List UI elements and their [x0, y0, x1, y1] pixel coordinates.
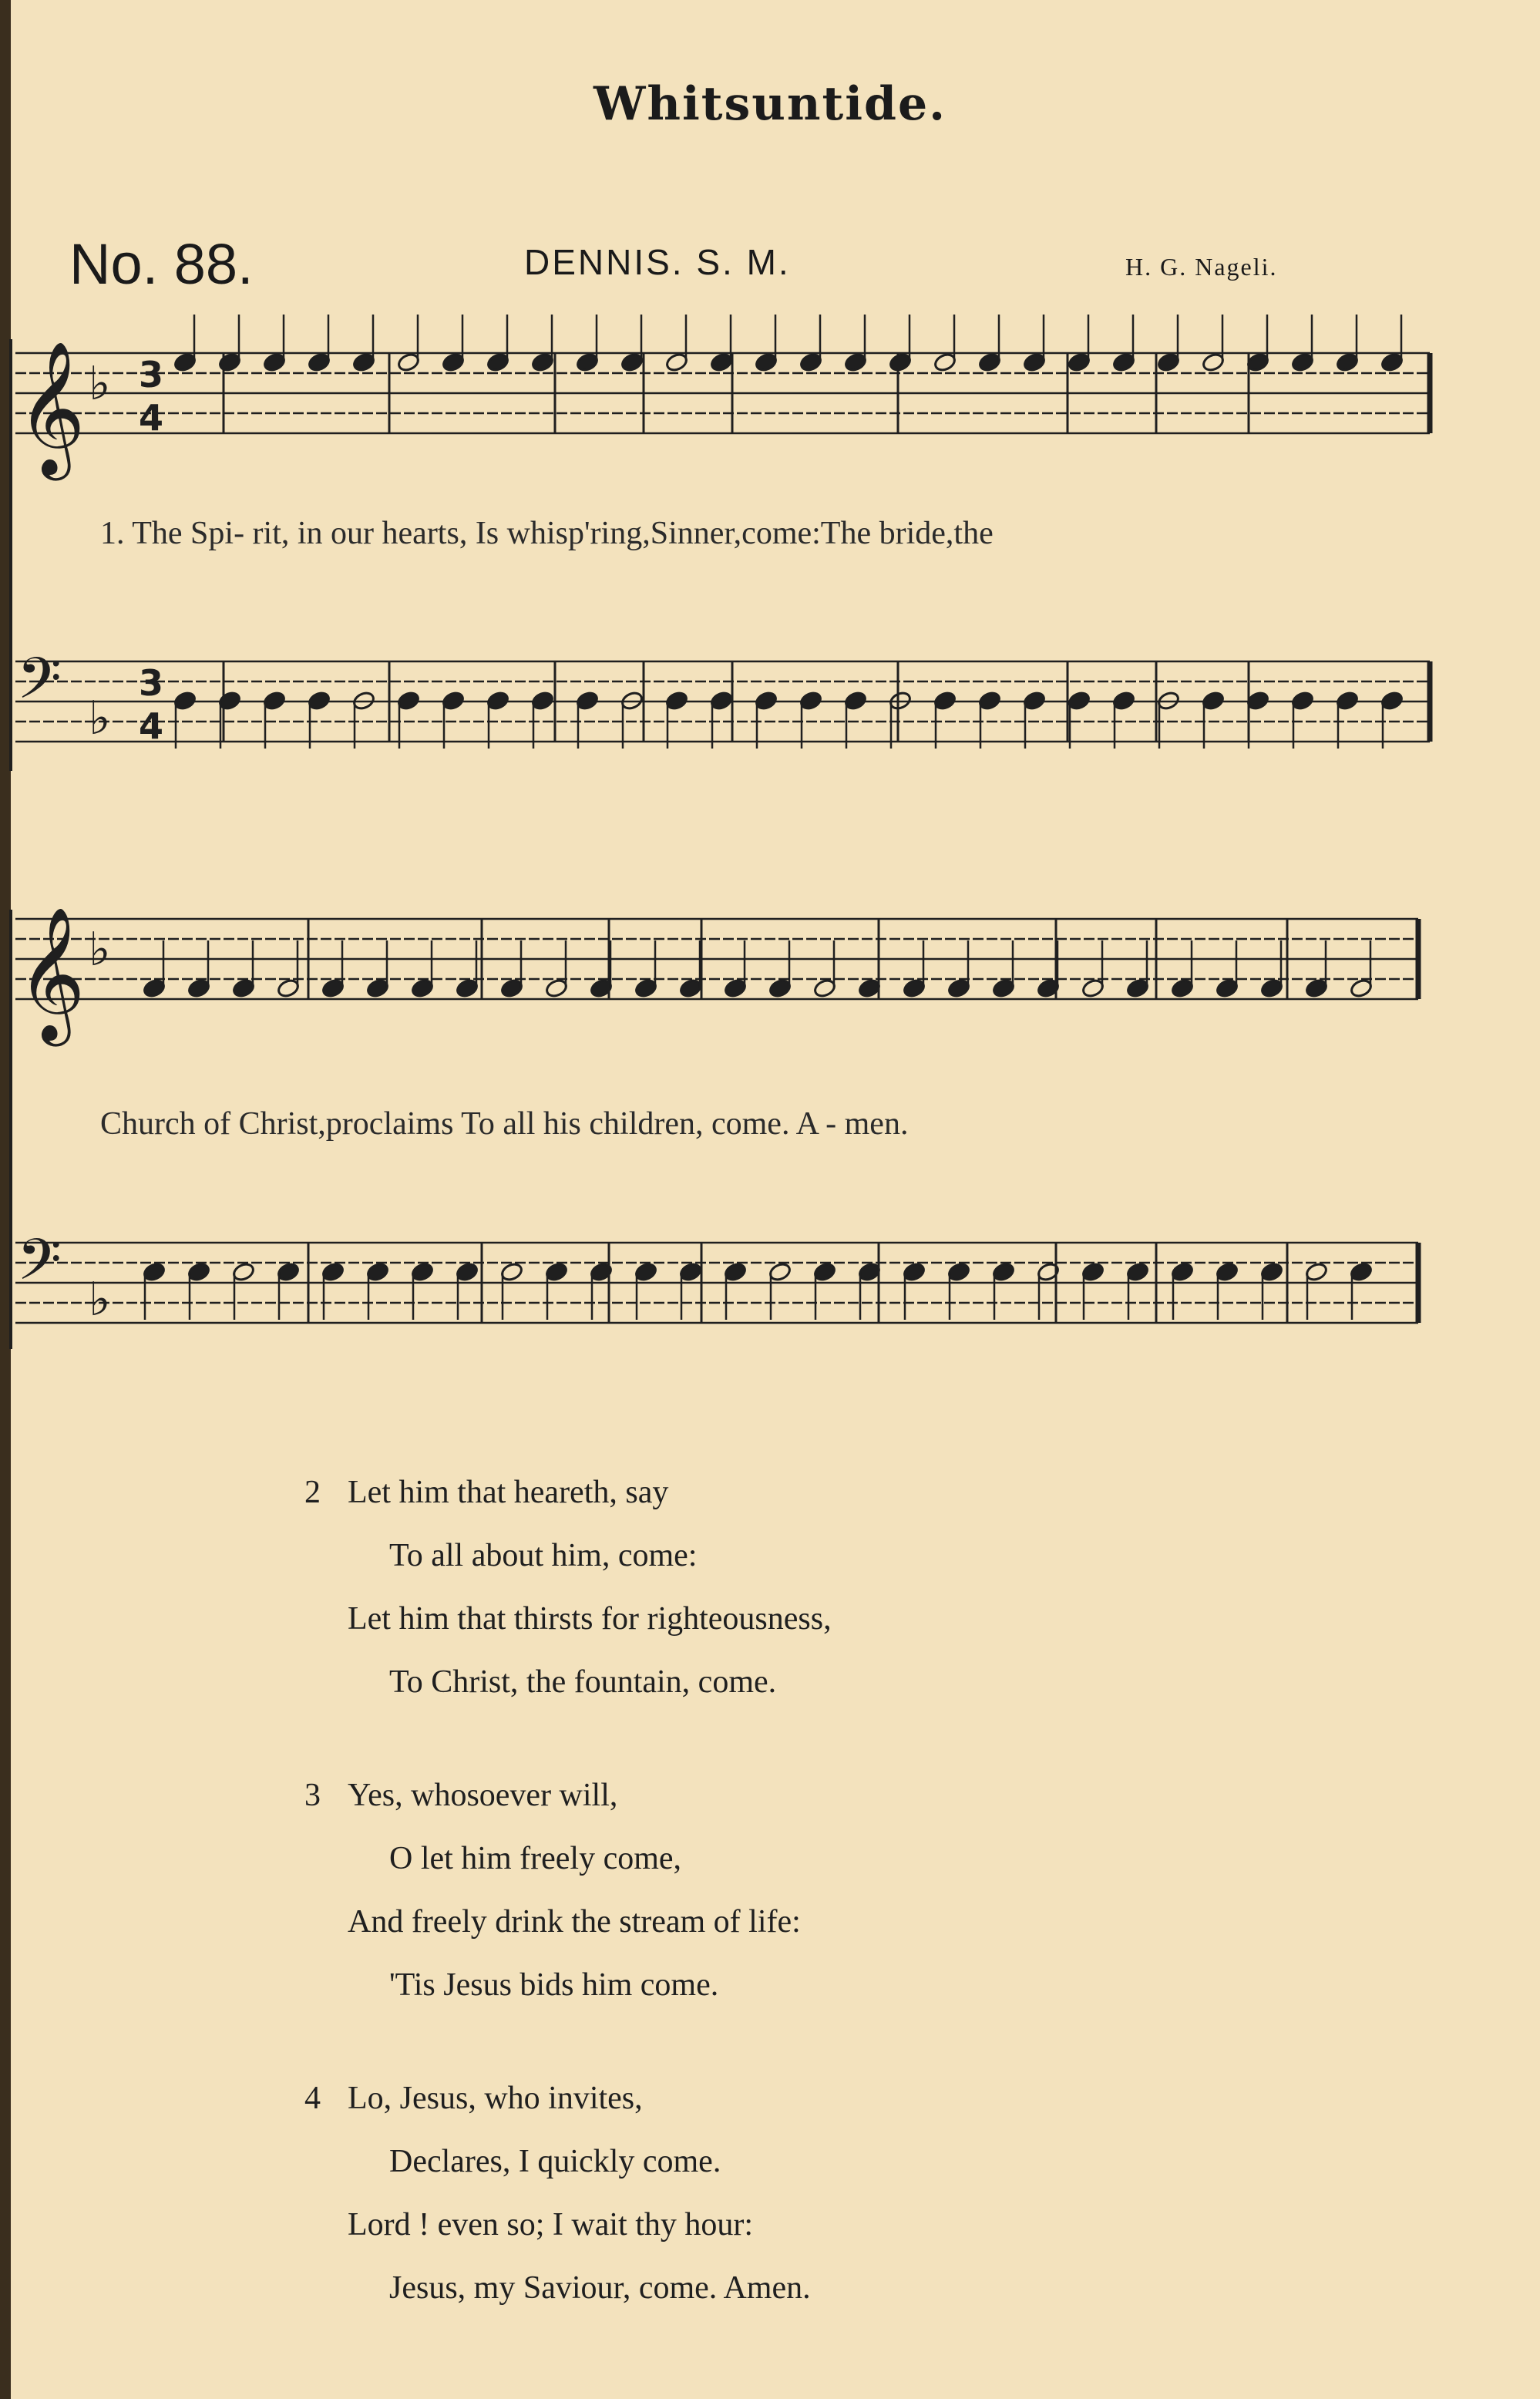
treble-clef: 𝄞 — [17, 341, 86, 475]
verse-3 — [304, 1764, 832, 2017]
flat-key-signature: ♭ — [89, 1273, 111, 1327]
composer-credit: H. G. Nageli. — [1125, 253, 1278, 281]
verse-line: To Christ, the fountain, come. — [389, 1664, 777, 1700]
hymn-number: No. 88. — [69, 232, 254, 296]
verse-line: O let him freely come, — [389, 1841, 682, 1876]
verse-4 — [304, 2067, 832, 2320]
verse-line: Lord ! even so; I wait thy hour: — [348, 2207, 754, 2243]
verse-line: 'Tis Jesus bids him come. — [389, 1967, 719, 2003]
verse-number: 3 — [304, 1778, 321, 1813]
bass-clef: 𝄢 — [17, 645, 62, 726]
verses — [304, 1461, 832, 2370]
flat-key-signature: ♭ — [89, 357, 111, 411]
verse-line: Jesus, my Saviour, come. Amen. — [389, 2270, 811, 2306]
verse-number: 4 — [304, 2081, 321, 2116]
lyric-line-2: Church of Christ,proclaims To all his children, come. A - men. — [100, 1106, 909, 1142]
verse-line: Lo, Jesus, who invites, — [348, 2081, 643, 2116]
time-signature-top: 3 — [139, 354, 164, 395]
lyric-line-1: 1. The Spi- rit, in our hearts, Is whisp'ring,Sinner,come:The bride,the — [100, 516, 994, 551]
verse-line: Yes, whosoever will, — [348, 1778, 618, 1813]
treble-clef: 𝄞 — [17, 907, 86, 1041]
bass-clef: 𝄢 — [17, 1226, 62, 1307]
music-score — [0, 293, 1540, 1403]
flat-key-signature: ♭ — [89, 691, 111, 745]
verse-2 — [304, 1461, 832, 1714]
flat-key-signature: ♭ — [89, 923, 111, 977]
verse-line: To all about him, come: — [389, 1538, 698, 1573]
time-signature-bottom: 4 — [139, 397, 164, 439]
verse-line: Declares, I quickly come. — [389, 2144, 721, 2179]
verse-number: 2 — [304, 1475, 321, 1510]
section-heading: Whitsuntide. — [593, 77, 947, 131]
verse-line: Let him that thirsts for righteousness, — [348, 1601, 832, 1637]
verse-line: Let him that heareth, say — [348, 1475, 669, 1510]
time-signature-top: 3 — [139, 662, 164, 704]
time-signature-bottom: 4 — [139, 705, 164, 747]
verse-line: And freely drink the stream of life: — [348, 1904, 801, 1940]
tune-name: DENNIS. S. M. — [524, 242, 791, 282]
